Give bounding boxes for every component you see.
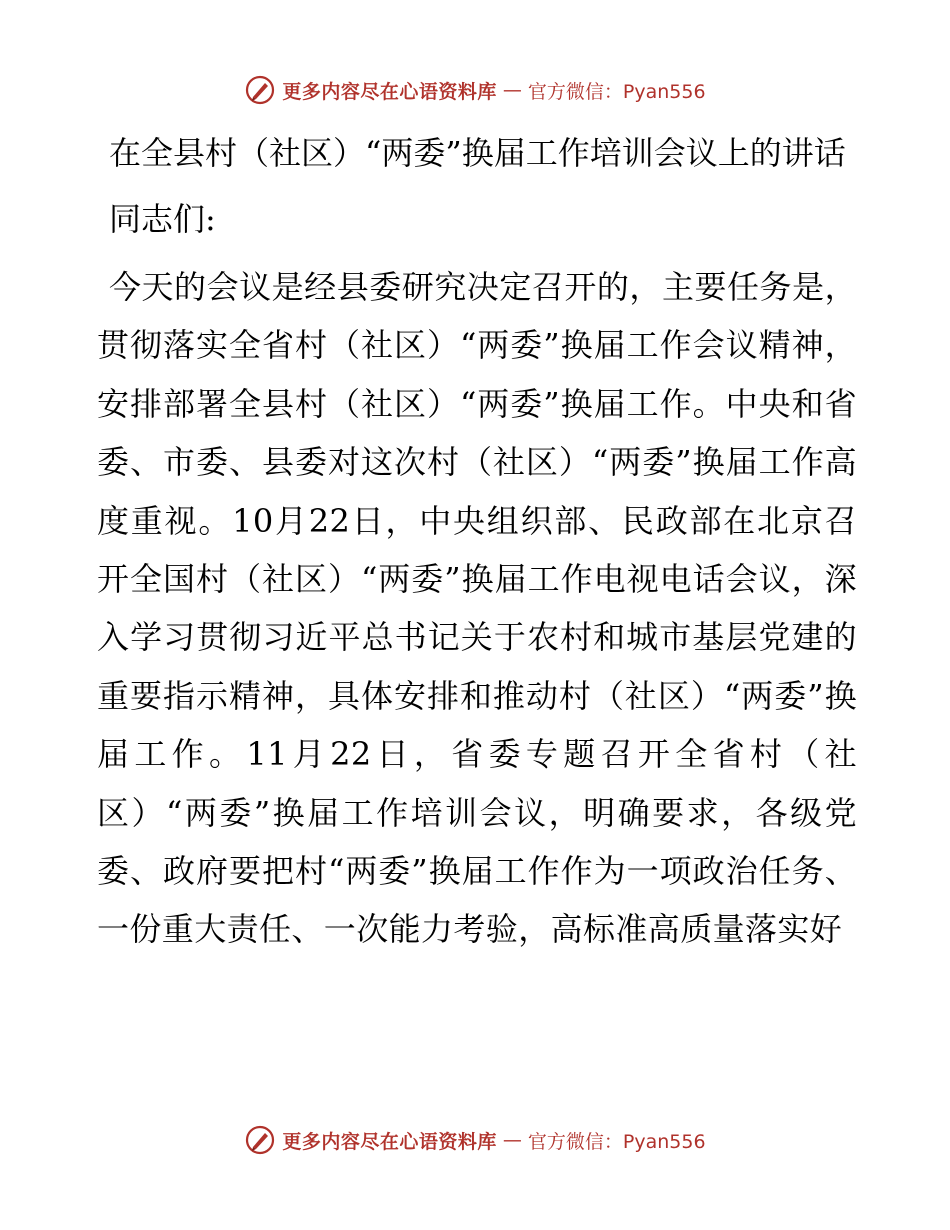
banner-wechat: 官方微信：Pyan556 [527,1130,706,1153]
quill-logo-icon [244,74,276,106]
salutation: 同志们: [109,200,216,238]
banner-dash: — [502,79,522,101]
banner-slogan: 更多内容尽在心语资料库 [282,80,497,103]
document-body [97,124,857,959]
banner-dash: — [502,1129,522,1151]
body-paragraph: 今天的会议是经县委研究决定召开的，主要任务是，贯彻落实全省村（社区）“两委”换届工作会议精神，安排部署全县村（社区）“两委”换届工作。中央和省委、市委、县委对这次村（社区）“两委”换届工作高度重视。10月22日，中央组织部、民政部在北京召开全国村（社区）“两委”换届工作电视电话会议，深入学习贯彻习近平总书记关于农村和城市基层党建的重要指示精神，具体安排和推动村（社区）“两委”换届工作。11月22日，省委专题召开全省村（社区）“两委”换届工作培训会议，明确要求，各级党委、政府要把村“两委”换届工作作为一项政治任务、一份重大责任、一次能力考验，高标准高质量落实好 [97,268,857,949]
banner-wechat: 官方微信：Pyan556 [527,80,706,103]
banner-slogan: 更多内容尽在心语资料库 [282,1130,497,1153]
header-banner [0,70,950,110]
footer-banner [0,1120,950,1160]
document-title: 在全县村（社区）“两委”换届工作培训会议上的讲话 [109,134,846,172]
quill-logo-icon [244,1124,276,1156]
